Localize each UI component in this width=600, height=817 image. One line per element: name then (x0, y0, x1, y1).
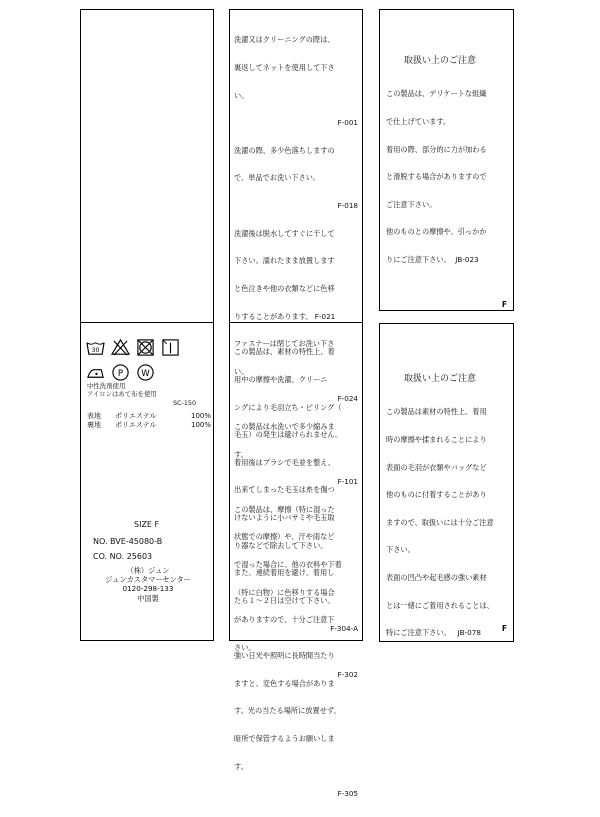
size-label: SIZE F (134, 520, 160, 529)
svg-text:30: 30 (91, 346, 100, 354)
caution-title: 取扱い上のご注意 (404, 374, 477, 384)
line-dry-icon (161, 338, 180, 357)
care-note: アイロンはあて布を使用 (87, 390, 157, 399)
color-number: CO. NO. 25603 (93, 552, 153, 561)
label-panel-care (229, 9, 363, 799)
svg-text:W: W (141, 368, 150, 379)
caution-body: この製品は、デリケートな組織 で仕上げています。 着用の際、部分的に力が加わる と滑脱する場合がありますので ご注意下さい。 他のものとの摩擦や、引っかか りにご注意下さい。 JB-023 (386, 89, 487, 265)
care-note: 中性洗剤使用 (87, 382, 126, 390)
caution-body: この製品は素材の特性上、着用 時の摩擦や揉まれることにより 表面の毛羽が衣類やバッグなど 他のものに付着することがあり ますので、取扱いには十分ご注意 下さい。 表面の凹凸や起毛感の強い素材 とは一緒にご着用されることは、 特にご注意下さい。 JB-078 (386, 407, 494, 638)
no-tumble-dry-icon (136, 338, 155, 357)
label-panel-caution-2 (379, 323, 514, 642)
dry-clean-p-icon (111, 363, 130, 382)
company-info: （株）ジュン ジュンカスタマーセンター 0120-298-133 中国製 (105, 566, 191, 603)
wash-30-icon (86, 338, 105, 357)
label-panel-caution-1 (379, 9, 514, 311)
divider (81, 322, 213, 323)
f-mark: F (501, 624, 507, 633)
f-mark: F (501, 300, 507, 309)
care-text-bottom: この製品は、素材の特性上、着 用中の摩擦や洗濯、クリーニ ングにより毛羽立ち・ピリング（ 毛玉）の発生は避けられません。 着用後はブラシで毛並を整え、 出来てしまった毛玉は糸を傷つ けないように小バサミや毛玉取 り器などで除去して下さい。 また、連続着用を避け、着用し たら１～２日は空けて下さい。 F-304-A 強い日光や照明に長時間当たり ますと、変色する場合がありま す。光の当たる場所に放置せず、 暗所で保管するようお願いしま す。 F-305 (234, 347, 358, 799)
material-row: 表地 ポリエステル 100% (87, 412, 211, 420)
caution-title: 取扱い上のご注意 (404, 56, 477, 66)
care-notes (87, 382, 157, 398)
care-symbols (86, 338, 210, 388)
no-bleach-icon (111, 338, 130, 357)
label-panel-composition (80, 9, 214, 641)
svg-text:P: P (117, 368, 124, 379)
materials (87, 412, 211, 430)
wet-clean-w-icon (136, 363, 155, 382)
iron-low-icon (86, 363, 105, 382)
material-row: 裏地 ポリエステル 100% (87, 421, 211, 429)
product-number: NO. BVE-45080-B (93, 537, 163, 546)
care-text-top: 洗濯又はクリーニングの際は、 裏返してネットを使用して下さ い。 F-001 洗濯の際、多少色落ちしますの で、単品でお洗い下さい。 F-018 洗濯後は脱水してすぐに干して 下さい。濡れたまま放置します と色泣きや他の衣類などに色移 りすることがあります。 F-021 ファスナーは閉じてお洗い下さ い。 F-024 この製品は水洗いで多少縮みま す。 F-101 この製品は、摩擦（特に湿った 状態での摩擦）や、汗や雨など で湿った場合に、他の衣料や下着 （特に白物）に色移りする場合 がありますので、十分ご注意下 さい。 F-302 (234, 35, 358, 680)
size-code: SC-150 (173, 399, 197, 407)
